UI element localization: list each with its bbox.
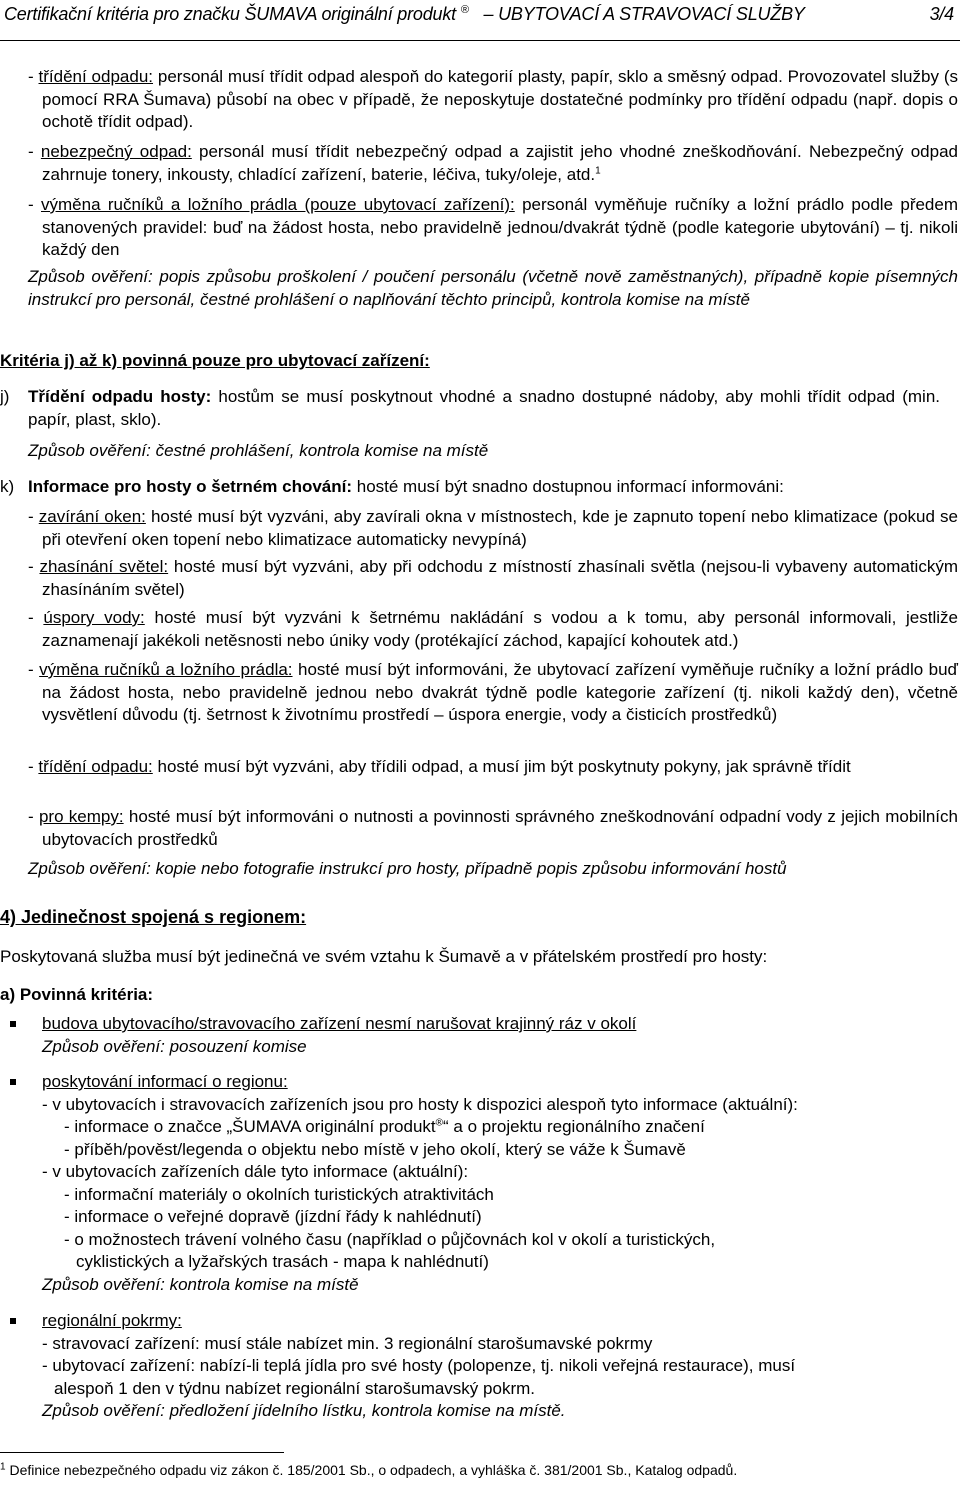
k-item-text: hosté musí být vyzváni, aby zavírali okna v místnostech, kde je zapnuto topení nebo klimatizace (pokud se při otevření oken topení nebo klimatizace automaticky nevypíná) bbox=[42, 507, 959, 549]
region-info-line: - informace o veřejné dopravě (jízdní řády k nahlédnutí) bbox=[64, 1207, 482, 1226]
footnote-ref: 1 bbox=[595, 164, 601, 176]
k-item-windows: - zavírání oken: hosté musí být vyzváni, aby zavírali okna v místnostech, kde je zapnuto topení nebo klimatizace (pokud se při otevření oken topení nebo klimatizace automaticky nevypíná) bbox=[28, 507, 959, 549]
footnote-number: 1 bbox=[0, 1461, 6, 1473]
criterion-k-verification: Způsob ověření: kopie nebo fotografie instrukcí pro hosty, případně popis způsobu informování hostů bbox=[28, 859, 787, 878]
criterion-j bbox=[0, 386, 940, 431]
region-info-label: poskytování informací o regionu: bbox=[42, 1072, 288, 1091]
criterion-k-letter: k) bbox=[0, 477, 15, 496]
header-subtitle: UBYTOVACÍ A STRAVOVACÍ SLUŽBY bbox=[498, 4, 805, 24]
k-item-water: - úspory vody: hosté musí být vyzváni k šetrnému nakládání s vodou a k tomu, aby personál informovali, jestliže zaznamenají jakékoli netěsnosti nebo úniky vody (protékající záchod, kapající kohoutek atd.) bbox=[28, 608, 958, 650]
footnote-rule bbox=[0, 1452, 284, 1453]
label-hazardous-waste: nebezpečný odpad: bbox=[40, 142, 192, 161]
paragraph-waste-sorting: - třídění odpadu: personál musí třídit odpad alespoň do kategorií plasty, papír, sklo a směsný odpad. Provozovatel služby (s pomocí RRA Šumava) působí na obec v případě, že neposkytuje dostatečné podmínky pro třídění odpadu (např. dopis o ochotě třídit odpad). bbox=[28, 67, 958, 131]
paragraph-hazardous-waste: - nebezpečný odpad: personál musí třídit nebezpečný odpad a zajistit jeho vhodné zneškodňování. Nebezpečný odpad zahrnuje tonery, inkousty, chladící zařízení, baterie, léčiva, tuky/oleje, atd.$^1$ bbox=[28, 142, 958, 184]
criteria-jk-heading: Kritéria j) až k) povinná pouze pro ubytovací zařízení: bbox=[0, 351, 430, 370]
bullet-icon bbox=[10, 1021, 16, 1027]
criterion-k-label: Informace pro hosty o šetrném chování: bbox=[28, 477, 353, 496]
k-item-lights: - zhasínání světel: hosté musí být vyzváni, aby při odchodu z místností zhasínali světla (nejsou-li vybaveny automatickým zhasínáním světel) bbox=[28, 557, 958, 599]
region-info-line: - o možnostech trávení volného času (například o půjčovnách kol v okolí a turistických, bbox=[64, 1229, 716, 1249]
k-item-text: hosté musí být vyzváni, aby při odchodu z místností zhasínali světla (nejsou-li vybaveny automatickým zhasínáním světel) bbox=[42, 557, 958, 599]
region-info-line: - informační materiály o okolních turistických atraktivitách bbox=[64, 1184, 494, 1204]
paragraph-towel-change: - výměna ručníků a ložního prádla (pouze ubytovací zařízení): personál vyměňuje ručníky a ložní prádlo podle předem stanovených pravidel: buď na žádost hosta, nebo pravidelně jednou/dvakrát týdně (podle kategorie ubytování) – tj. nikoli každý den bbox=[28, 195, 959, 259]
section-4-intro: Poskytovaná služba musí být jedinečná ve svém vztahu k Šumavě a v přátelském prostředí pro hosty: bbox=[0, 947, 768, 966]
k-item-camps: - pro kempy: hosté musí být informováni o nutnosti a povinnosti správného zneškodnování odpadní vody z jejich mobilních ubytovacích prostředků bbox=[28, 807, 958, 849]
regional-dishes-line: - ubytovací zařízení: nabízí-li teplá jídla pro své hosty (polopenze, tj. nikoli veřejná restaurace), musí bbox=[42, 1356, 796, 1375]
criterion-building-verification: Způsob ověření: posouzení komise bbox=[42, 1036, 307, 1056]
regional-dishes-line: - stravovací zařízení: musí stále nabízet min. 3 regionální starošumavské pokrmy bbox=[42, 1333, 653, 1353]
region-info-line: - v ubytovacích i stravovacích zařízeních jsou pro hosty k dispozici alespoň tyto informace (aktuální): bbox=[42, 1094, 798, 1114]
criterion-region-info: poskytování informací o regionu: - v ubytovacích i stravovacích zařízeních jsou pro hosty k dispozici alespoň tyto informace (aktuální): - informace o značce „ŠUMAVA originální produkt®“ a o projektu regionálního značení - příběh/pověst/legenda o objektu nebo místě v jeho okolí, který se váže k Šumavě - v ubytovacích zařízeních dále tyto informace (aktuální): - informační materiály o okolních turistických atraktivitách - informace o veřejné dopravě (jízdní řády k nahlédnutí) - o možnostech trávení volného času (například o půjčovnách kol v okolí a turistických, cyklistických a lyžařských trasách - mapa k nahlédnutí) Způsob ověření: kontrola komise na místě bbox=[42, 1071, 952, 1296]
k-item-waste: - třídění odpadu: hosté musí být vyzváni, aby třídili odpad, a musí jim být poskytnuty pokyny, jak správně třídit bbox=[28, 757, 851, 776]
header-title: Certifikační kritéria pro značku ŠUMAVA originální produkt bbox=[4, 4, 456, 24]
region-info-line: - v ubytovacích zařízeních dále tyto informace (aktuální): bbox=[42, 1162, 469, 1181]
criterion-j-letter: j) bbox=[0, 387, 10, 406]
k-item-label: zavírání oken: bbox=[38, 507, 146, 526]
k-item-label: výměna ručníků a ložního prádla: bbox=[39, 660, 293, 679]
section-4-heading: 4) Jedinečnost spojená s regionem: bbox=[0, 907, 307, 927]
page-header: Certifikační kritéria pro značku ŠUMAVA originální produkt ® – UBYTOVACÍ A STRAVOVACÍ SLUŽBY 3/4 bbox=[4, 4, 954, 24]
page-number: 3/4 bbox=[929, 4, 954, 24]
region-info-verification: Způsob ověření: kontrola komise na místě bbox=[42, 1274, 359, 1294]
verification-1: Způsob ověření: popis způsobu proškolení / poučení personálu (včetně nově zaměstnaných), případně kopie písemných instrukcí pro personál, čestné prohlášení o naplňování těchto principů, kontrola komise na místě bbox=[28, 267, 958, 309]
k-item-label: úspory vody: bbox=[43, 608, 145, 627]
criterion-j-verification: Způsob ověření: čestné prohlášení, kontrola komise na místě bbox=[28, 441, 489, 460]
k-item-text: hosté musí být informováni o nutnosti a povinnosti správného zneškodnování odpadní vody z jejich mobilních ubytovacích prostředků bbox=[42, 807, 958, 849]
label-towel-change: výměna ručníků a ložního prádla (pouze ubytovací zařízení): bbox=[41, 195, 515, 214]
text-towel-change: personál vyměňuje ručníky a ložní prádlo podle předem stanovených pravidel: buď na žádost hosta, nebo pravidelně jednou/dvakrát týdně (podle kategorie ubytování) – tj. nikoli každý den bbox=[42, 195, 959, 259]
k-item-label: třídění odpadu: bbox=[38, 757, 153, 776]
criterion-building-label: budova ubytovacího/stravovacího zařízení nesmí narušovat krajinný ráz v okolí bbox=[42, 1014, 637, 1033]
criterion-building bbox=[42, 1013, 942, 1058]
criterion-j-label: Třídění odpadu hosty: bbox=[28, 387, 212, 406]
footnote-text: Definice nebezpečného odpadu viz zákon č. 185/2001 Sb., o odpadech, a vyhláška č. 381/2001 Sb., Katalog odpadů. bbox=[9, 1462, 738, 1478]
registered-mark: ® bbox=[460, 4, 469, 16]
criterion-k-text: hosté musí být snadno dostupnou informací informováni: bbox=[352, 477, 784, 496]
regional-dishes-label: regionální pokrmy: bbox=[42, 1311, 182, 1330]
text-waste-sorting: personál musí třídit odpad alespoň do kategorií plasty, papír, sklo a směsný odpad. Provozovatel služby (s pomocí RRA Šumava) působí na obec v případě, že neposkytuje dostatečné podmínky pro třídění odpadu (např. dopis o ochotě třídit odpad). bbox=[42, 67, 958, 131]
bullet-icon bbox=[10, 1318, 16, 1324]
label-waste-sorting: třídění odpadu: bbox=[38, 67, 154, 86]
k-item-text: hosté musí být vyzváni k šetrnému nakládání s vodou a k tomu, aby personál informovali, jestliže zaznamenají jakékoli netěsnosti nebo úniky vody (protékající záchod, kapající kohoutek atd.) bbox=[42, 608, 958, 650]
bullet-icon bbox=[10, 1079, 16, 1085]
footnote bbox=[0, 1460, 960, 1480]
region-info-line: cyklistických a lyžařských trasách - mapa k nahlédnutí) bbox=[76, 1252, 489, 1271]
text-hazardous-waste: personál musí třídit nebezpečný odpad a zajistit jeho vhodné zneškodňování. Nebezpečný odpad zahrnuje tonery, inkousty, chladící zařízení, baterie, léčiva, tuky/oleje, atd. bbox=[42, 142, 958, 184]
region-info-line: “ a o projektu regionálního značení bbox=[443, 1117, 705, 1136]
regional-dishes-verification: Způsob ověření: předložení jídelního lístku, kontrola komise na místě. bbox=[42, 1401, 566, 1420]
section-4-sub-a: a) Povinná kritéria: bbox=[0, 985, 154, 1004]
k-item-label: zhasínání světel: bbox=[39, 557, 169, 576]
criterion-j-text: hostům se musí poskytnout vhodné a snadno dostupné nádoby, aby mohli třídit odpad (min. papír, plast, sklo). bbox=[28, 387, 940, 429]
regional-dishes-line: alespoň 1 den v týdnu nabízet regionální starošumavský pokrm. bbox=[54, 1378, 535, 1398]
k-item-label: pro kempy: bbox=[38, 807, 124, 826]
criterion-k bbox=[0, 476, 940, 499]
criterion-regional-dishes bbox=[42, 1310, 952, 1423]
k-item-text: hosté musí být vyzváni, aby třídili odpad, a musí jim být poskytnuty pokyny, jak správně třídit bbox=[152, 757, 851, 776]
k-item-towels: - výměna ručníků a ložního prádla: hosté musí být informováni, že ubytovací zařízení vyměňuje ručníky a ložní prádlo buď na žádost hosta, nebo pravidelně jednou nebo dvakrát týdně podle kategorie zařízení (tj. nikoli každý den), včetně vysvětlení důvodu (tj. šetrnost k životnímu prostředí – úspora energie, vody a čisticích prostředků) bbox=[28, 660, 958, 724]
k-item-text: hosté musí být informováni, že ubytovací zařízení vyměňuje ručníky a ložní prádlo buď na žádost hosta, nebo pravidelně jednou nebo dvakrát týdně podle kategorie zařízení (tj. nikoli každý den), včetně vysvětlení důvodu (tj. šetrnost k životnímu prostředí – úspora energie, vody a čisticích prostředků) bbox=[42, 660, 958, 724]
header-rule bbox=[0, 40, 960, 41]
region-info-line: - příběh/pověst/legenda o objektu nebo místě v jeho okolí, který se váže k Šumavě bbox=[64, 1139, 686, 1159]
region-info-line: - informace o značce „ŠUMAVA originální produkt bbox=[64, 1117, 436, 1136]
